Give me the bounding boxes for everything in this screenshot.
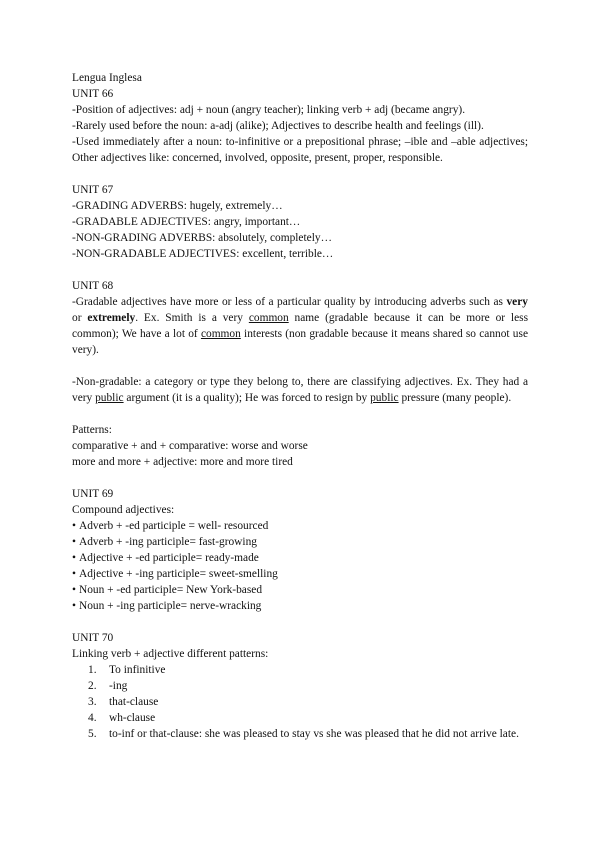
list-item: • Noun + -ing participle= nerve-wracking (72, 598, 528, 614)
list-item: • Adjective + -ed participle= ready-made (72, 550, 528, 566)
pattern-line: comparative + and + comparative: worse and worse (72, 440, 308, 452)
list-item: • Adverb + -ed participle = well- resourced (72, 518, 528, 534)
list-item: 5. to-inf or that-clause: she was pleased to stay vs she was pleased that he did not arrive late. (88, 728, 519, 740)
unit-67-item: -NON-GRADING ADVERBS: absolutely, completely… (72, 232, 332, 244)
unit-70-intro: Linking verb + adjective different patterns: (72, 648, 269, 660)
underlined-word: public (95, 392, 124, 404)
unit-66-heading: UNIT 66 (72, 88, 114, 100)
unit-68-paragraph-non-gradable: -Non-gradable: a category or type they belong to, there are classifying adjectives. Ex. They had a very public argument (it is a quality); He was forced to resign by public pressure (many people). (72, 376, 528, 404)
unit-68-heading: UNIT 68 (72, 280, 114, 292)
unit-66-line-2: -Rarely used before the noun: a-adj (alike); Adjectives to describe health and feelings (ill). (72, 120, 484, 132)
list-item: 3. that-clause (88, 696, 159, 708)
list-item: 2. -ing (88, 680, 128, 692)
unit-67-heading: UNIT 67 (72, 184, 114, 196)
underlined-word: common (200, 328, 241, 340)
underlined-word: common (248, 312, 289, 324)
unit-66-line-1: -Position of adjectives: adj + noun (angry teacher); linking verb + adj (became angry). (72, 104, 466, 116)
compound-adjectives-list (72, 518, 528, 614)
emphasis-extremely: extremely (87, 312, 136, 324)
patterns-label: Patterns: (72, 424, 112, 436)
list-item: 1. To infinitive (88, 664, 166, 676)
unit-68-paragraph-gradable: -Gradable adjectives have more or less of a particular quality by introducing adverbs such as very or extremely. Ex. Smith is a very common name (gradable because it can be more or less common); We have a lot of common interests (non gradable because it means shared so cannot use very). (72, 296, 529, 356)
unit-67-item: -NON-GRADABLE ADJECTIVES: excellent, terrible… (72, 248, 334, 260)
list-item: • Noun + -ed participle= New York-based (72, 582, 528, 598)
unit-69-intro: Compound adjectives: (72, 504, 175, 516)
unit-66-line-3: -Used immediately after a noun: to-infinitive or a prepositional phrase; –ible and –able adjectives; Other adjectives like: concerned, involved, opposite, present, proper, responsible. (72, 136, 528, 164)
list-item: • Adjective + -ing participle= sweet-smelling (72, 566, 528, 582)
unit-70-heading: UNIT 70 (72, 632, 114, 644)
linking-patterns-list (72, 662, 528, 742)
emphasis-very: very (506, 296, 528, 308)
document-title: Lengua Inglesa (72, 72, 142, 84)
pattern-line: more and more + adjective: more and more tired (72, 456, 293, 468)
unit-69-heading: UNIT 69 (72, 488, 114, 500)
list-item: 4. wh-clause (88, 712, 156, 724)
document-page (72, 70, 528, 742)
underlined-word: public (370, 392, 399, 404)
unit-67-item: -GRADABLE ADJECTIVES: angry, important… (72, 216, 301, 228)
list-item: • Adverb + -ing participle= fast-growing (72, 534, 528, 550)
unit-67-item: -GRADING ADVERBS: hugely, extremely… (72, 200, 283, 212)
